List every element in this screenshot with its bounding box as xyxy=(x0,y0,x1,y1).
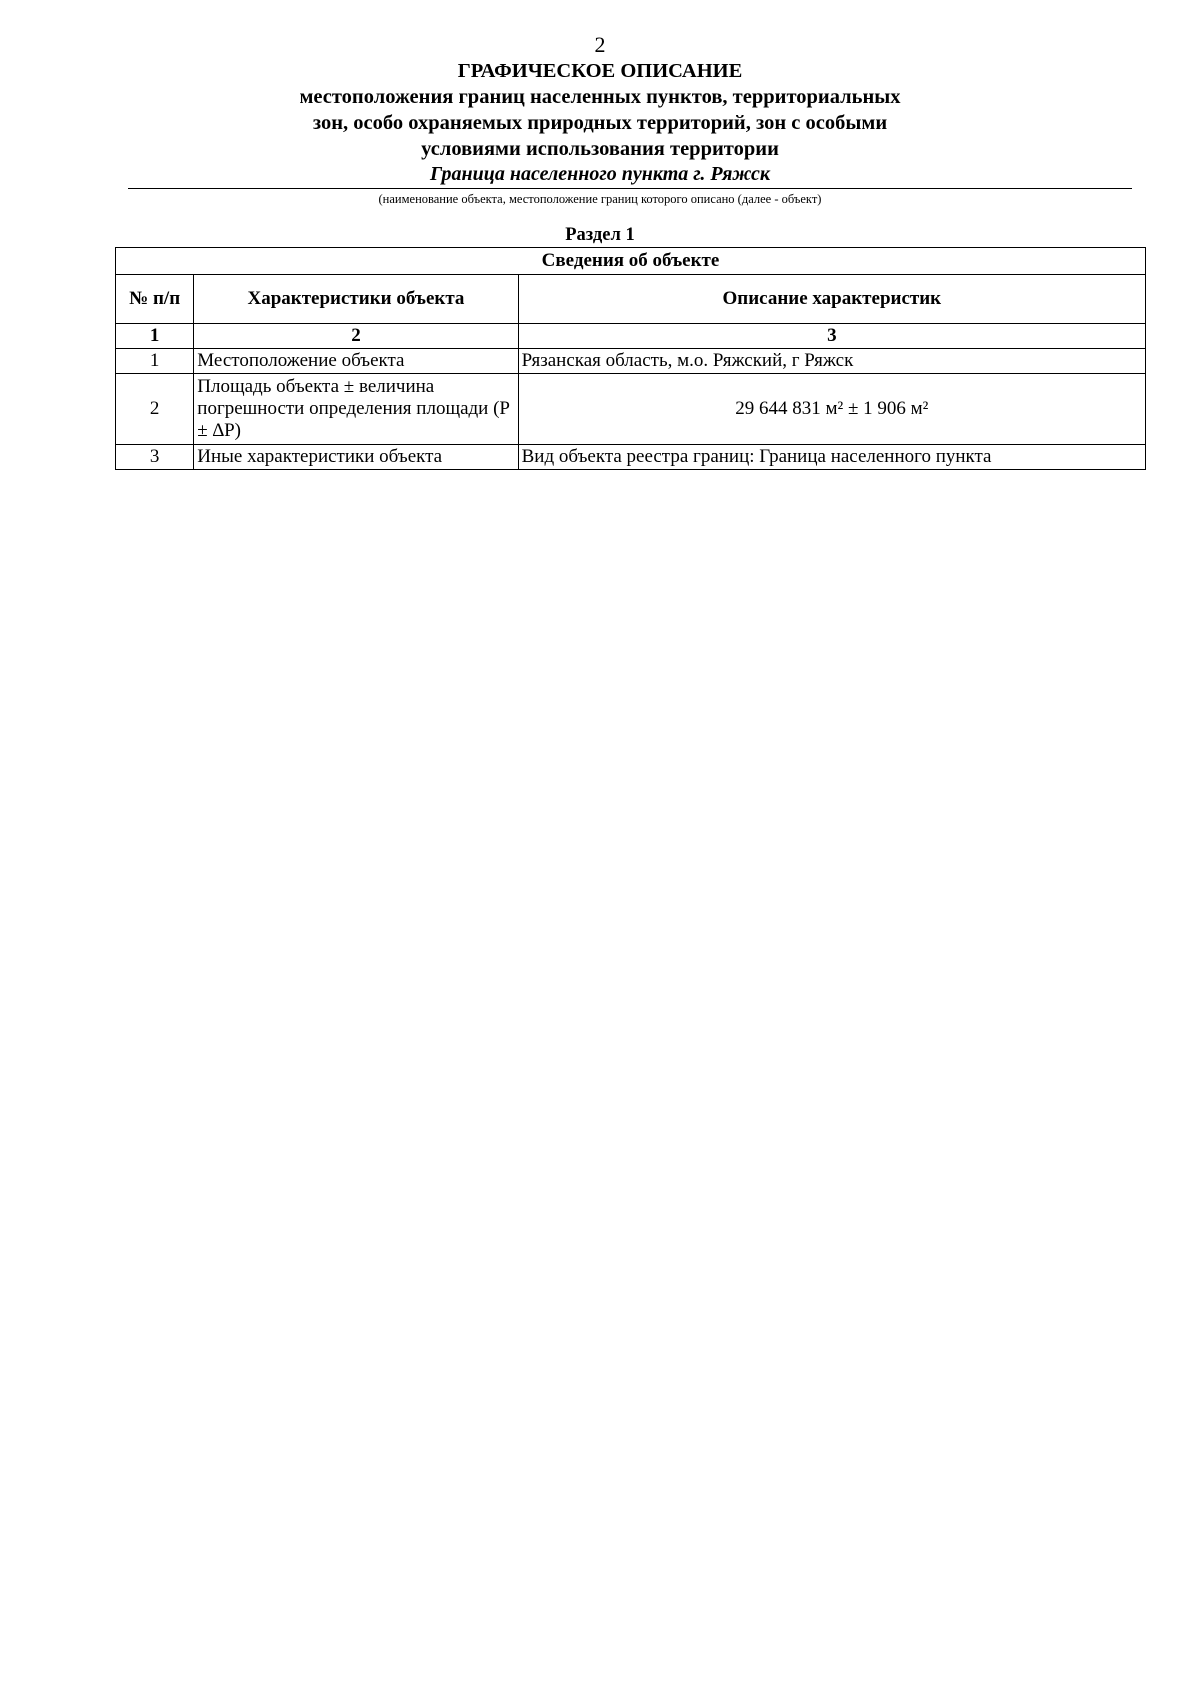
table-row xyxy=(116,349,1146,374)
document-title xyxy=(0,58,1200,162)
object-name-underline xyxy=(128,188,1132,189)
header-description: Описание характеристик xyxy=(518,275,1145,324)
row-num: 2 xyxy=(116,374,194,445)
header-num: № п/п xyxy=(116,275,194,324)
page-number: 2 xyxy=(594,32,606,57)
table-row xyxy=(116,445,1146,470)
row-num: 3 xyxy=(116,445,194,470)
title-line-2: местоположения границ населенных пунктов, территориальных xyxy=(299,86,901,108)
object-name-caption: (наименование объекта, местоположение границ которого описано (далее - объект) xyxy=(378,192,822,206)
title-line-1: ГРАФИЧЕСКОЕ ОПИСАНИЕ xyxy=(457,60,743,82)
row-description: Рязанская область, м.о. Ряжский, г Ряжск xyxy=(518,349,1145,374)
column-number-2: 2 xyxy=(194,324,518,349)
section-title: Раздел 1 xyxy=(565,225,635,245)
object-info-table xyxy=(115,247,1146,470)
table-caption-row xyxy=(116,248,1146,275)
row-description: 29 644 831 м² ± 1 906 м² xyxy=(518,374,1145,445)
table-row xyxy=(116,374,1146,445)
object-name: Граница населенного пункта г. Ряжск xyxy=(430,163,770,185)
table-header-row xyxy=(116,275,1146,324)
column-number-3: 3 xyxy=(518,324,1145,349)
column-numbers-row xyxy=(116,324,1146,349)
row-characteristic: Площадь объекта ± величина погрешности определения площади (P ± ∆P) xyxy=(194,374,518,445)
header-characteristics: Характеристики объекта xyxy=(194,275,518,324)
row-characteristic: Иные характеристики объекта xyxy=(194,445,518,470)
row-description: Вид объекта реестра границ: Граница населенного пункта xyxy=(518,445,1145,470)
title-line-4: условиями использования территории xyxy=(421,138,779,160)
table-caption: Сведения об объекте xyxy=(116,248,1146,275)
column-number-1: 1 xyxy=(116,324,194,349)
row-num: 1 xyxy=(116,349,194,374)
row-characteristic: Местоположение объекта xyxy=(194,349,518,374)
title-line-3: зон, особо охраняемых природных территорий, зон с особыми xyxy=(312,112,888,134)
